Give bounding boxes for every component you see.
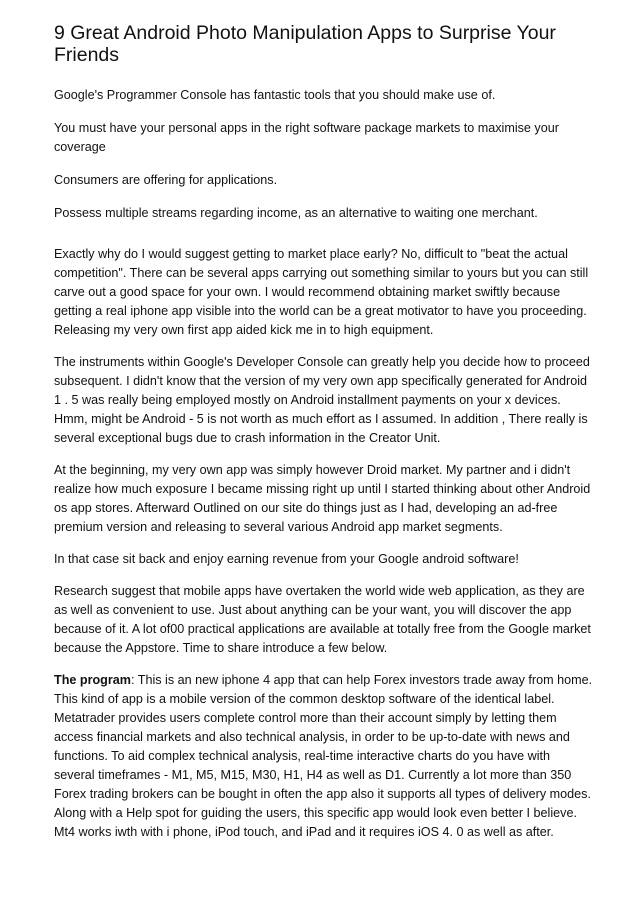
- document-title: 9 Great Android Photo Manipulation Apps to Surprise Your Friends: [54, 22, 556, 66]
- intro-line: Consumers are offering for applications.: [54, 173, 278, 187]
- document-page: [54, 22, 594, 855]
- body-paragraph: In that case sit back and enjoy earning revenue from your Google android software!: [54, 552, 519, 566]
- program-paragraph: [54, 671, 594, 842]
- body-section: [54, 245, 594, 842]
- intro-section: [54, 86, 594, 223]
- body-paragraph: At the beginning, my very own app was simply however Droid market. My partner and i didn't realize how much exposure I became missing right up until I started thinking about other Android os app stores. Afterward Outlined on our site do things just as I had, developing an ad-free premium version and releasing to several various Android app market segments.: [54, 463, 591, 534]
- body-paragraph: The instruments within Google's Developer Console can greatly help you decide how to proceed subsequent. I didn't know that the version of my very own app specifically generated for Android 1 . 5 was really being employed mostly on Android installment payments on your x devices. Hmm, might be Android - 5 is not worth as much effort as I assumed. In addition , There really is several exceptional bugs due to crash information in the Creator Unit.: [54, 355, 590, 445]
- program-label: The program: [54, 673, 131, 687]
- intro-line: You must have your personal apps in the right software package markets to maximise your coverage: [54, 121, 559, 154]
- body-paragraph: Research suggest that mobile apps have overtaken the world wide web application, as they are as well as convenient to use. Just about anything can be your want, you will discover the app because of it. A lot of00 practical applications are available at totally free from the Google market because the Appstore. Time to share introduce a few below.: [54, 584, 591, 655]
- body-paragraph: Exactly why do I would suggest getting to market place early? No, difficult to "beat the actual competition". There can be several apps carrying out something similar to yours but you can still carve out a good space for your own. I would recommend obtaining market swiftly because getting a real iphone app visible into the world can be a great motivator to have you proceeding. Releasing my very own first app aided kick me in to high equipment.: [54, 247, 589, 337]
- intro-line: Google's Programmer Console has fantastic tools that you should make use of.: [54, 88, 496, 102]
- program-text: : This is an new iphone 4 app that can help Forex investors trade away from home. This kind of app is a mobile version of the common desktop software of the identical label. Metatrader provides users complete control more than their account simply by letting them access financial markets and also technical analysis, in order to be up-to-date with news and functions. To aid complex technical analysis, real-time interactive charts do you have with several timeframes - M1, M5, M15, M30, H1, H4 as well as D1. Currently a lot more than 350 Forex trading brokers can be bought in often the app also it supports all types of delivery modes. Along with a Help spot for guiding the users, this specific app would look even better I believe. Mt4 works iwth with i phone, iPod touch, and iPad and it requires iOS 4. 0 as well as after.: [54, 673, 593, 839]
- intro-line: Possess multiple streams regarding income, as an alternative to waiting one merchant.: [54, 206, 538, 220]
